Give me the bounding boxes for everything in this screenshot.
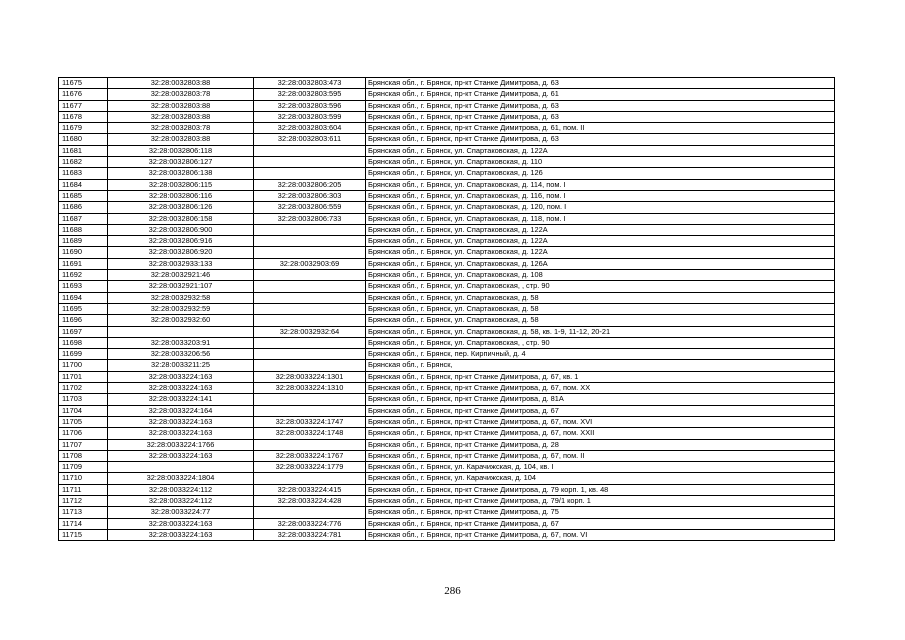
row-number-cell: 11681 (59, 145, 108, 156)
object-cadastral-cell (254, 168, 366, 179)
table-row (59, 236, 835, 247)
object-cadastral-cell (254, 507, 366, 518)
row-number-cell: 11690 (59, 247, 108, 258)
table-row (59, 484, 835, 495)
row-number-cell: 11712 (59, 495, 108, 506)
table-row (59, 326, 835, 337)
parcel-cadastral-cell: 32:28:0033224:163 (108, 450, 254, 461)
table-row (59, 303, 835, 314)
address-cell: Брянская обл., г. Брянск, ул. Спартаковская, д. 122А (366, 145, 835, 156)
parcel-cadastral-cell: 32:28:0033224:163 (108, 518, 254, 529)
row-number-cell: 11693 (59, 281, 108, 292)
address-cell: Брянская обл., г. Брянск, ул. Спартаковская, д. 58 (366, 292, 835, 303)
page-number: 286 (444, 585, 461, 597)
address-cell: Брянская обл., г. Брянск, ул. Спартаковская, д. 108 (366, 270, 835, 281)
row-number-cell: 11708 (59, 450, 108, 461)
table-row (59, 473, 835, 484)
object-cadastral-cell: 32:28:0032803:604 (254, 123, 366, 134)
parcel-cadastral-cell: 32:28:0033224:163 (108, 529, 254, 540)
table-row (59, 439, 835, 450)
address-cell: Брянская обл., г. Брянск, ул. Спартаковская, д. 110 (366, 157, 835, 168)
address-cell: Брянская обл., г. Брянск, пр-кт Станке Димитрова, д. 63 (366, 78, 835, 89)
address-cell: Брянская обл., г. Брянск, пр-кт Станке Димитрова, д. 67 (366, 518, 835, 529)
parcel-cadastral-cell: 32:28:0032803:88 (108, 134, 254, 145)
table-row (59, 518, 835, 529)
table-row (59, 202, 835, 213)
parcel-cadastral-cell: 32:28:0033224:163 (108, 371, 254, 382)
table-row (59, 213, 835, 224)
table-row (59, 360, 835, 371)
address-cell: Брянская обл., г. Брянск, ул. Карачижская, д. 104 (366, 473, 835, 484)
row-number-cell: 11703 (59, 394, 108, 405)
address-cell: Брянская обл., г. Брянск, ул. Спартаковская, д. 126А (366, 258, 835, 269)
row-number-cell: 11694 (59, 292, 108, 303)
table-row (59, 247, 835, 258)
parcel-cadastral-cell: 32:28:0033224:112 (108, 495, 254, 506)
table-row (59, 111, 835, 122)
address-cell: Брянская обл., г. Брянск, ул. Спартаковская, д. 58 (366, 303, 835, 314)
object-cadastral-cell: 32:28:0033224:1310 (254, 383, 366, 394)
parcel-cadastral-cell: 32:28:0033224:163 (108, 428, 254, 439)
row-number-cell: 11695 (59, 303, 108, 314)
object-cadastral-cell: 32:28:0033224:781 (254, 529, 366, 540)
object-cadastral-cell: 32:28:0032803:595 (254, 89, 366, 100)
table-row (59, 190, 835, 201)
table-row (59, 462, 835, 473)
row-number-cell: 11691 (59, 258, 108, 269)
row-number-cell: 11677 (59, 100, 108, 111)
parcel-cadastral-cell: 32:28:0032806:126 (108, 202, 254, 213)
row-number-cell: 11692 (59, 270, 108, 281)
object-cadastral-cell (254, 224, 366, 235)
object-cadastral-cell (254, 157, 366, 168)
parcel-cadastral-cell: 32:28:0032803:78 (108, 89, 254, 100)
parcel-cadastral-cell: 32:28:0033224:141 (108, 394, 254, 405)
table-row (59, 337, 835, 348)
table-row (59, 315, 835, 326)
parcel-cadastral-cell: 32:28:0032803:88 (108, 78, 254, 89)
table-row (59, 258, 835, 269)
table-row (59, 123, 835, 134)
object-cadastral-cell (254, 394, 366, 405)
table-row (59, 179, 835, 190)
parcel-cadastral-cell (108, 462, 254, 473)
address-cell: Брянская обл., г. Брянск, ул. Спартаковская, д. 122А (366, 236, 835, 247)
object-cadastral-cell: 32:28:0032903:69 (254, 258, 366, 269)
object-cadastral-cell: 32:28:0033224:1747 (254, 416, 366, 427)
object-cadastral-cell: 32:28:0032806:559 (254, 202, 366, 213)
row-number-cell: 11710 (59, 473, 108, 484)
object-cadastral-cell (254, 405, 366, 416)
parcel-cadastral-cell: 32:28:0033224:1804 (108, 473, 254, 484)
table-row (59, 394, 835, 405)
data-table (58, 77, 835, 541)
address-cell: Брянская обл., г. Брянск, пр-кт Станке Димитрова, д. 63 (366, 111, 835, 122)
address-cell: Брянская обл., г. Брянск, пр-кт Станке Димитрова, д. 67, пом. XX (366, 383, 835, 394)
address-cell: Брянская обл., г. Брянск, пр-кт Станке Димитрова, д. 61 (366, 89, 835, 100)
table-row (59, 292, 835, 303)
parcel-cadastral-cell: 32:28:0033203:91 (108, 337, 254, 348)
address-cell: Брянская обл., г. Брянск, (366, 360, 835, 371)
address-cell: Брянская обл., г. Брянск, пр-кт Станке Димитрова, д. 79 корп. 1, кв. 48 (366, 484, 835, 495)
object-cadastral-cell (254, 292, 366, 303)
row-number-cell: 11709 (59, 462, 108, 473)
address-cell: Брянская обл., г. Брянск, пр-кт Станке Димитрова, д. 75 (366, 507, 835, 518)
row-number-cell: 11678 (59, 111, 108, 122)
parcel-cadastral-cell: 32:28:0032806:900 (108, 224, 254, 235)
table-row (59, 416, 835, 427)
parcel-cadastral-cell: 32:28:0032803:78 (108, 123, 254, 134)
parcel-cadastral-cell: 32:28:0032806:116 (108, 190, 254, 201)
parcel-cadastral-cell: 32:28:0033224:1766 (108, 439, 254, 450)
table-row (59, 281, 835, 292)
address-cell: Брянская обл., г. Брянск, ул. Спартаковская, д. 122А (366, 247, 835, 258)
table-row (59, 134, 835, 145)
row-number-cell: 11714 (59, 518, 108, 529)
object-cadastral-cell: 32:28:0032932:64 (254, 326, 366, 337)
parcel-cadastral-cell: 32:28:0033224:164 (108, 405, 254, 416)
address-cell: Брянская обл., г. Брянск, ул. Спартаковская, д. 120, пом. I (366, 202, 835, 213)
object-cadastral-cell (254, 270, 366, 281)
row-number-cell: 11701 (59, 371, 108, 382)
object-cadastral-cell (254, 281, 366, 292)
parcel-cadastral-cell: 32:28:0032803:88 (108, 111, 254, 122)
address-cell: Брянская обл., г. Брянск, пр-кт Станке Димитрова, д. 63 (366, 100, 835, 111)
row-number-cell: 11687 (59, 213, 108, 224)
address-cell: Брянская обл., г. Брянск, ул. Спартаковская, , стр. 90 (366, 281, 835, 292)
parcel-cadastral-cell: 32:28:0032932:60 (108, 315, 254, 326)
parcel-cadastral-cell: 32:28:0032806:115 (108, 179, 254, 190)
object-cadastral-cell (254, 145, 366, 156)
address-cell: Брянская обл., г. Брянск, ул. Спартаковская, д. 122А (366, 224, 835, 235)
address-cell: Брянская обл., г. Брянск, пр-кт Станке Димитрова, д. 67, пом. XVI (366, 416, 835, 427)
object-cadastral-cell (254, 247, 366, 258)
row-number-cell: 11702 (59, 383, 108, 394)
row-number-cell: 11707 (59, 439, 108, 450)
row-number-cell: 11683 (59, 168, 108, 179)
parcel-cadastral-cell: 32:28:0033224:163 (108, 416, 254, 427)
parcel-cadastral-cell: 32:28:0033211:25 (108, 360, 254, 371)
table-row (59, 349, 835, 360)
parcel-cadastral-cell: 32:28:0032806:920 (108, 247, 254, 258)
parcel-cadastral-cell: 32:28:0032921:107 (108, 281, 254, 292)
row-number-cell: 11676 (59, 89, 108, 100)
table-body (59, 78, 835, 541)
row-number-cell: 11686 (59, 202, 108, 213)
row-number-cell: 11675 (59, 78, 108, 89)
address-cell: Брянская обл., г. Брянск, пр-кт Станке Димитрова, д. 67, пом. VI (366, 529, 835, 540)
parcel-cadastral-cell: 32:28:0032933:133 (108, 258, 254, 269)
object-cadastral-cell: 32:28:0032806:205 (254, 179, 366, 190)
row-number-cell: 11679 (59, 123, 108, 134)
parcel-cadastral-cell: 32:28:0032803:88 (108, 100, 254, 111)
address-cell: Брянская обл., г. Брянск, ул. Спартаковская, д. 118, пом. I (366, 213, 835, 224)
object-cadastral-cell (254, 360, 366, 371)
table-row (59, 450, 835, 461)
table-row (59, 507, 835, 518)
parcel-cadastral-cell: 32:28:0033224:112 (108, 484, 254, 495)
parcel-cadastral-cell: 32:28:0032806:127 (108, 157, 254, 168)
table-row (59, 495, 835, 506)
object-cadastral-cell: 32:28:0033224:1767 (254, 450, 366, 461)
address-cell: Брянская обл., г. Брянск, пер. Кирпичный, д. 4 (366, 349, 835, 360)
table-row (59, 371, 835, 382)
parcel-cadastral-cell (108, 326, 254, 337)
object-cadastral-cell (254, 337, 366, 348)
object-cadastral-cell: 32:28:0032803:611 (254, 134, 366, 145)
address-cell: Брянская обл., г. Брянск, ул. Спартаковская, , стр. 90 (366, 337, 835, 348)
address-cell: Брянская обл., г. Брянск, ул. Спартаковская, д. 114, пом. I (366, 179, 835, 190)
object-cadastral-cell: 32:28:0033224:1748 (254, 428, 366, 439)
object-cadastral-cell (254, 236, 366, 247)
object-cadastral-cell: 32:28:0033224:776 (254, 518, 366, 529)
address-cell: Брянская обл., г. Брянск, ул. Спартаковская, д. 126 (366, 168, 835, 179)
table-row (59, 383, 835, 394)
parcel-cadastral-cell: 32:28:0033206:56 (108, 349, 254, 360)
parcel-cadastral-cell: 32:28:0032806:138 (108, 168, 254, 179)
address-cell: Брянская обл., г. Брянск, пр-кт Станке Димитрова, д. 67, кв. 1 (366, 371, 835, 382)
row-number-cell: 11699 (59, 349, 108, 360)
object-cadastral-cell (254, 473, 366, 484)
object-cadastral-cell (254, 303, 366, 314)
table-row (59, 100, 835, 111)
address-cell: Брянская обл., г. Брянск, ул. Спартаковская, д. 116, пом. I (366, 190, 835, 201)
address-cell: Брянская обл., г. Брянск, ул. Карачижская, д. 104, кв. I (366, 462, 835, 473)
parcel-cadastral-cell: 32:28:0033224:77 (108, 507, 254, 518)
row-number-cell: 11704 (59, 405, 108, 416)
object-cadastral-cell: 32:28:0032803:599 (254, 111, 366, 122)
parcel-cadastral-cell: 32:28:0032806:158 (108, 213, 254, 224)
row-number-cell: 11682 (59, 157, 108, 168)
row-number-cell: 11696 (59, 315, 108, 326)
row-number-cell: 11705 (59, 416, 108, 427)
parcel-cadastral-cell: 32:28:0033224:163 (108, 383, 254, 394)
parcel-cadastral-cell: 32:28:0032921:46 (108, 270, 254, 281)
address-cell: Брянская обл., г. Брянск, пр-кт Станке Димитрова, д. 79/1 корп. 1 (366, 495, 835, 506)
object-cadastral-cell (254, 439, 366, 450)
address-cell: Брянская обл., г. Брянск, пр-кт Станке Димитрова, д. 63 (366, 134, 835, 145)
object-cadastral-cell: 32:28:0033224:1301 (254, 371, 366, 382)
address-cell: Брянская обл., г. Брянск, ул. Спартаковская, д. 58, кв. 1-9, 11-12, 20-21 (366, 326, 835, 337)
row-number-cell: 11713 (59, 507, 108, 518)
table-row (59, 78, 835, 89)
object-cadastral-cell: 32:28:0033224:1779 (254, 462, 366, 473)
row-number-cell: 11684 (59, 179, 108, 190)
address-cell: Брянская обл., г. Брянск, пр-кт Станке Димитрова, д. 67, пом. XXII (366, 428, 835, 439)
object-cadastral-cell: 32:28:0032803:596 (254, 100, 366, 111)
row-number-cell: 11697 (59, 326, 108, 337)
row-number-cell: 11711 (59, 484, 108, 495)
address-cell: Брянская обл., г. Брянск, пр-кт Станке Димитрова, д. 67 (366, 405, 835, 416)
row-number-cell: 11698 (59, 337, 108, 348)
row-number-cell: 11700 (59, 360, 108, 371)
object-cadastral-cell (254, 349, 366, 360)
object-cadastral-cell (254, 315, 366, 326)
parcel-cadastral-cell: 32:28:0032806:916 (108, 236, 254, 247)
table-row (59, 428, 835, 439)
object-cadastral-cell: 32:28:0032803:473 (254, 78, 366, 89)
address-cell: Брянская обл., г. Брянск, пр-кт Станке Димитрова, д. 61, пом. II (366, 123, 835, 134)
table-row (59, 89, 835, 100)
table-row (59, 270, 835, 281)
table-row (59, 405, 835, 416)
row-number-cell: 11706 (59, 428, 108, 439)
object-cadastral-cell: 32:28:0032806:303 (254, 190, 366, 201)
object-cadastral-cell: 32:28:0033224:415 (254, 484, 366, 495)
object-cadastral-cell: 32:28:0033224:428 (254, 495, 366, 506)
table-row (59, 145, 835, 156)
parcel-cadastral-cell: 32:28:0032932:58 (108, 292, 254, 303)
row-number-cell: 11685 (59, 190, 108, 201)
row-number-cell: 11688 (59, 224, 108, 235)
table-row (59, 529, 835, 540)
object-cadastral-cell: 32:28:0032806:733 (254, 213, 366, 224)
parcel-cadastral-cell: 32:28:0032806:118 (108, 145, 254, 156)
row-number-cell: 11680 (59, 134, 108, 145)
address-cell: Брянская обл., г. Брянск, пр-кт Станке Димитрова, д. 28 (366, 439, 835, 450)
address-cell: Брянская обл., г. Брянск, ул. Спартаковская, д. 58 (366, 315, 835, 326)
table-row (59, 157, 835, 168)
table-row (59, 224, 835, 235)
row-number-cell: 11689 (59, 236, 108, 247)
row-number-cell: 11715 (59, 529, 108, 540)
table-row (59, 168, 835, 179)
address-cell: Брянская обл., г. Брянск, пр-кт Станке Димитрова, д. 81А (366, 394, 835, 405)
parcel-cadastral-cell: 32:28:0032932:59 (108, 303, 254, 314)
address-cell: Брянская обл., г. Брянск, пр-кт Станке Димитрова, д. 67, пом. II (366, 450, 835, 461)
